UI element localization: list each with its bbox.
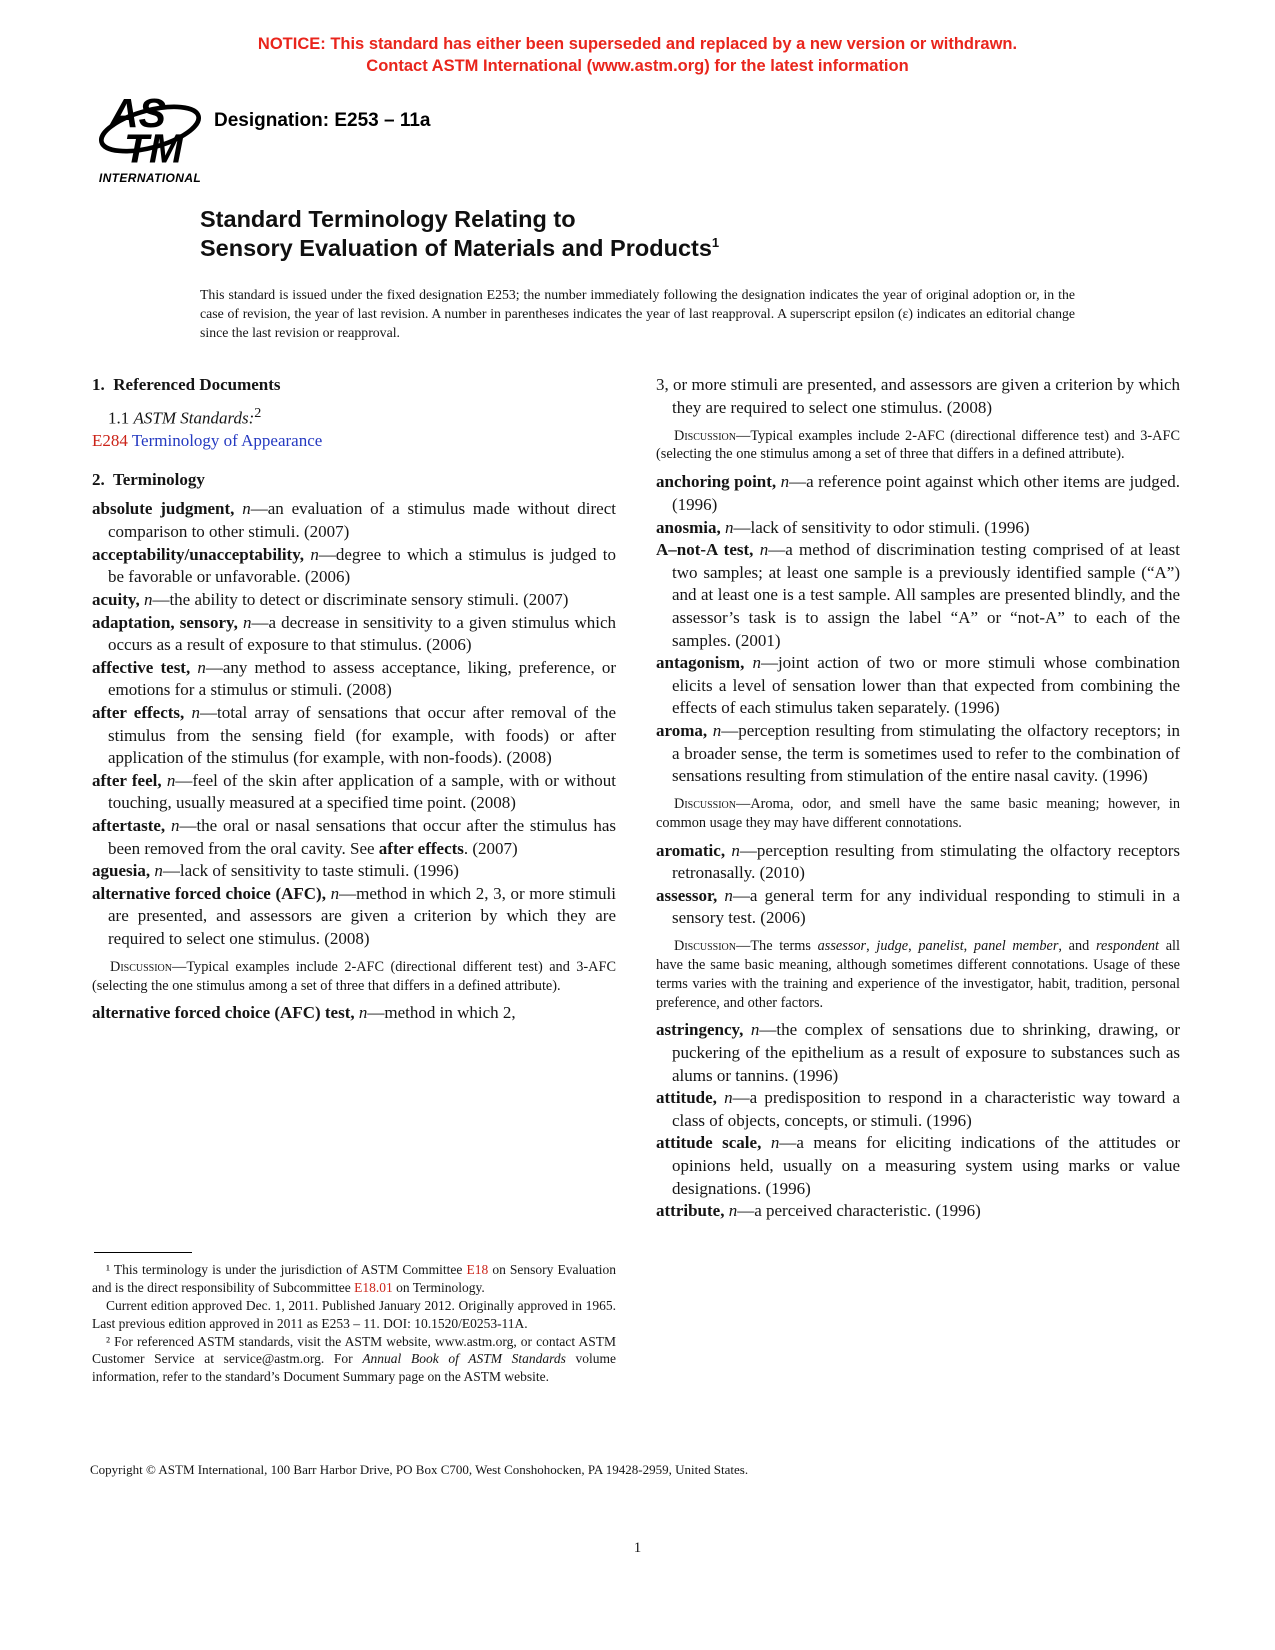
astm-logo [98,88,202,185]
document-title [200,205,1080,264]
standard-title-link[interactable]: Terminology of Appearance [131,431,323,451]
copyright-line: Copyright © ASTM International, 100 Barr Harbor Drive, PO Box C700, West Conshohocken, PA 19428-2959, United States. [90,1462,749,1477]
term-definition: attribute, n—a perceived characteristic. (1996) [656,1201,981,1221]
term-definition: aftertaste, n—the oral or nasal sensations that occur after the stimulus has been removed from the oral cavity. See after effects. (2007) [92,816,617,858]
section-heading: 2. Terminology [92,469,205,489]
term-definition: aguesia, n—lack of sensitivity to taste stimuli. (1996) [92,861,459,881]
term-definition: astringency, n—the complex of sensations due to shrinking, drawing, or puckering of the epithelium as a result of exposure to substances such as alums or tannins. (1996) [656,1020,1181,1085]
term-definition: attitude scale, n—a means for eliciting indications of the attitudes or opinions held, usually on a measuring system using marks or value designations. (1996) [656,1133,1181,1198]
header [98,88,1185,185]
footnotes [92,1242,616,1387]
term-definition: anosmia, n—lack of sensitivity to odor stimuli. (1996) [656,517,1030,537]
term-definition: after effects, n—total array of sensations that occur after removal of the stimulus from the sensing field (for example, with foods) or after application of the stimulus (for example, with non-foods). (2008) [92,702,616,768]
supersession-notice [0,0,1275,78]
footnote-2: Current edition approved Dec. 1, 2011. Published January 2012. Originally approved in 1965. Last previous edition approved in 2011 as E253 – 11. DOI: 10.1520/E0253-11A. [92,1297,616,1331]
term-definition: absolute judgment, n—an evaluation of a stimulus made without direct comparison to other stimuli. (2007) [92,499,616,542]
title-block [200,205,1080,264]
logo-international-label: INTERNATIONAL [98,170,202,185]
term-definition: adaptation, sensory, n—a decrease in sensitivity to a given stimulus which occurs as a result of exposure to that stimulus. (2006) [92,612,617,655]
definition-continuation: 3, or more stimuli are presented, and assessors are given a criterion by which they are required to select one stimulus. (2008) [656,375,1180,417]
term-definition: assessor, n—a general term for any individual responding to stimuli in a sensory test. (2006) [656,885,1181,928]
term-definition: aromatic, n—perception resulting from stimulating the olfactory receptors retronasally. (2010) [656,840,1180,883]
term-definition: after feel, n—feel of the skin after application of a sample, with or without touching, usually measured at a specified time point. (2008) [92,770,616,813]
notice-line-2: Contact ASTM International (www.astm.org) for the latest information [366,57,909,76]
footnote-1: ¹ This terminology is under the jurisdiction of ASTM Committee E18 on Sensory Evaluation and is the direct responsibility of Subcommittee E18.01 on Terminology. [92,1261,617,1295]
term-definition: alternative forced choice (AFC) test, n—method in which 2, [92,1003,516,1023]
footnote-3: ² For referenced ASTM standards, visit the ASTM website, www.astm.org, or contact ASTM Customer Service at service@astm.org. For Annual Book of ASTM Standards volume information, refer to the standard’s Document Summary page on the ASTM website. [92,1333,616,1385]
term-definition: alternative forced choice (AFC), n—method in which 2, 3, or more stimuli are presented, and assessors are given a criterion by which they are required to select one stimulus. (2008) [92,883,616,949]
discussion-note: Discussion—The terms assessor, judge, panelist, panel member, and respondent all have the same basic meaning, although sometimes different connotations. Usage of these terms varies with the training and experience of the investigator, habit, tradition, personal preference, and other factors. [656,938,1180,1011]
section-heading: 1. Referenced Documents [92,375,281,395]
discussion-note: Discussion—Aroma, odor, and smell have the same basic meaning; however, in common usage they may have different connotations. [656,795,1180,831]
designation-label: Designation: E253 – 11a [214,109,431,131]
term-definition: attitude, n—a predisposition to respond in a characteristic way toward a class of objects, concepts, or stimuli. (1996) [656,1088,1181,1130]
issuance-note: This standard is issued under the fixed designation E253; the number immediately following the designation indicates the year of original adoption or, in the case of revision, the year of last revision. A number in parentheses indicates the year of last reapproval. A superscript epsilon (ε) indicates an editorial change since the last revision or reapproval. [200,287,1075,341]
notice-line-1: NOTICE: This standard has either been superseded and replaced by a new version or withdrawn. [257,35,1018,53]
astm-doc-link[interactable]: E18 [466,1261,489,1277]
term-definition: acuity, n—the ability to detect or discriminate sensory stimuli. (2007) [92,589,569,609]
term-definition: aroma, n—perception resulting from stimulating the olfactory receptors; in a broader sense, the term is sometimes used to refer to the combination of sensations resulting from stimulation of the entire nasal cavity. (1996) [656,721,1181,786]
discussion-note: Discussion—Typical examples include 2-AFC (directional different test) and 3-AFC (selecting the one stimulus among a set of three that differs in a defined attribute). [92,958,616,994]
page-number: 1 [633,1540,642,1556]
term-definition: A–not-A test, n—a method of discrimination testing comprised of at least two samples; at least one sample is a previously identified sample (“A”) and at least one is a test sample. All samples are presented blindly, and the assessor’s task is to assign the label “A” or “not-A” to each of the samples. (2001) [656,540,1180,650]
left-column [92,374,616,1386]
standard-designation-link[interactable]: E284 [92,431,128,451]
logo-letters-bottom: TM [124,124,183,171]
body-columns [92,374,1180,1386]
discussion-note: Discussion—Typical examples include 2-AFC (directional difference test) and 3-AFC (selecting the one stimulus among a set of three that differs in a defined attribute). [656,427,1180,463]
term-definition: affective test, n—any method to assess acceptance, liking, preference, or emotions for a stimulus or stimuli. (2008) [92,657,616,700]
footnote-rule [94,1252,192,1253]
title-line-1: Standard Terminology Relating to [200,205,576,232]
title-line-2: Sensory Evaluation of Materials and Products [200,234,712,261]
right-column [656,374,1180,1386]
astm-doc-link[interactable]: E18.01 [354,1279,393,1295]
standard-link-line [92,430,616,453]
title-footnote-ref: 1 [711,235,720,251]
logo-letters-top: AS [109,89,166,136]
term-definition: acceptability/unacceptability, n—degree to which a stimulus is judged to be favorable or unfavorable. (2006) [92,544,617,587]
referenced-standards-line: 1.1 ASTM Standards:$^2$ [108,404,262,428]
term-definition: antagonism, n—joint action of two or more stimuli whose combination elicits a level of sensation lower than that expected from combining the effects of each stimulus taken separately. (1996) [656,653,1180,718]
term-definition: anchoring point, n—a reference point against which other items are judged. (1996) [656,472,1180,514]
astm-logo-mark [98,88,202,170]
